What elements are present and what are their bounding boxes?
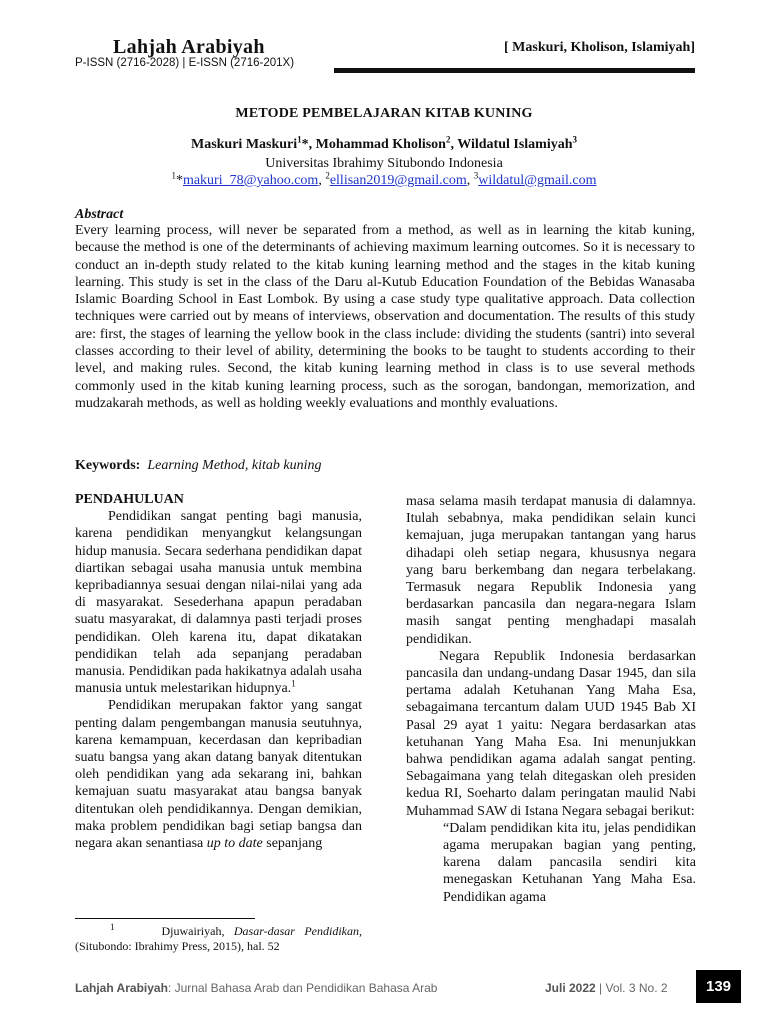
footnote-rest: (Situbondo: Ibrahimy Press, 2015), hal. 52: [75, 939, 280, 953]
author-2: Mohammad Kholison: [315, 137, 446, 152]
author-1-sup: 1: [297, 134, 302, 145]
email-2-sup: 2: [325, 170, 330, 181]
footer-journal-name: Lahjah Arabiyah: [75, 981, 168, 995]
left-column: [75, 491, 362, 852]
right-paragraph-1: masa selama masih terdapat manusia di dalamnya. Itulah sebabnya, maka pendidikan selain kunci kemajuan, juga merupakan tantangan yang harus dihadapi oleh setiap negara, khususnya negara yang baru berkembang dan negara terbelakang. Termasuk negara Republik Indonesia yang berdasarkan pancasila dan negara-negara Islam masih sangat penting menghadapi masalah pendidikan.: [406, 494, 696, 647]
section-heading: PENDAHULUAN: [75, 492, 184, 507]
left-paragraph-1: [75, 508, 362, 697]
footer-journal: [75, 981, 437, 995]
header-rule: [334, 68, 695, 73]
footer-journal-subtitle: : Jurnal Bahasa Arab dan Pendidikan Bahasa Arab: [167, 981, 438, 995]
email-3-sup: 3: [473, 170, 479, 181]
footer-issue-volume: Vol. 3 No. 2: [605, 981, 668, 995]
abstract-text: Every learning process, will never be separated from a method, as well as in learning the kitab kuning, because the method is one of the determinants of achieving maximum learning outcomes. So it is necessary to conduct an in-depth study related to the kitab kuning learning method and the stages in the kitab kuning learning. This study is set in the class of the Daru al-Kutub Education Foundation of the Bebidas Wanasaba Islamic Boarding School in East Lombok. By using a case study type qualitative approach. Data collection techniques were carried out by means of interviews, observation and documentation. The results of this study are: first, the stages of learning the yellow book in the class include: dividing the students (santri) into several classes according to their level of ability, determining the books to be taught to students according to their level, and making rules. Second, the kitab kuning learning method in class is to use several methods commonly used in the kitab kuning learning process, such as the sorogan, bandongan, memorization, and mudzakarah methods, as well as holding weekly evaluations and monthly evaluations.: [75, 223, 695, 411]
footer-issue-sep: |: [595, 981, 606, 995]
keywords: [75, 458, 322, 474]
right-column: [406, 493, 696, 906]
left-paragraph-1-text: Pendidikan sangat penting bagi manusia, karena pendidikan menyangkut kelangsungan hidup manusia. Secara sederhana pendidikan dapat diartikan sebagai usaha manusia untuk membina kepribadiannya sesuai dengan nilai-nilai yang ada di masyarakat. Sesederhana apapun peradaban suatu masyarakat, di dalamnya pasti terjadi proses pendidikan. Oleh karena itu, dapat dikatakan pendidikan telah ada sepanjang peradaban manusia. Pendidikan pada hakikatnya adalah usaha manusia untuk melestarikan hidupnya.: [75, 509, 362, 697]
affiliation: Universitas Ibrahimy Situbondo Indonesia: [265, 156, 503, 171]
author-3-sup: 3: [572, 134, 578, 145]
footnote-rule: [75, 918, 255, 919]
email-1-sup: 1: [171, 170, 176, 181]
left-paragraph-2: [75, 697, 362, 852]
email-1-prefix: *: [175, 173, 183, 188]
right-paragraph-2: Negara Republik Indonesia berdasarkan pancasila dan undang-undang Dasar 1945, dan sila pertama adalah Ketuhanan Yang Maha Esa, sebagaimana tercantum dalam UUD 1945 Bab XI Pasal 29 ayat 1 yaitu: Negara berdasarkan atas ketuhanan Yang Maha Esa. Ini menunjukkan bahwa pendidikan agama adalah sangat penting. Sebagaimana yang telah ditegaskan oleh presiden kedua RI, Soeharto dalam peringatan maulid Nabi Muhammad SAW di Istana Negara sebagai berikut:: [406, 648, 696, 819]
author-1-mark: *,: [301, 137, 316, 152]
footnote-ref[interactable]: 1: [291, 678, 296, 689]
abstract-heading: Abstract: [75, 207, 124, 222]
email-1-link[interactable]: makuri_78@yahoo.com: [182, 173, 319, 188]
author-sep: ,: [450, 137, 458, 152]
right-quote: “Dalam pendidikan kita itu, jelas pendidikan agama merupakan bagian yang penting, karena dalam pancasila sendiri kita menegaskan Ketuhanan Yang Maha Esa. Pendidikan agama: [443, 820, 696, 905]
issn-line: P-ISSN (2716-2028) | E-ISSN (2716-201X): [75, 57, 295, 69]
left-paragraph-2-italic: up to date: [206, 836, 263, 852]
email-list: $^1$*makuri_78@yahoo.com, $^2$ellisan2019@gmail.com, $^3$wildatul@gmail.com: [171, 170, 597, 188]
article-title: METODE PEMBELAJARAN KITAB KUNING: [235, 106, 533, 121]
author-1: Maskuri Maskuri: [190, 137, 298, 152]
email-3-link[interactable]: wildatul@gmail.com: [478, 173, 597, 188]
keywords-label: Keywords:: [75, 458, 141, 473]
footer-issue-date: Juli 2022: [545, 981, 596, 995]
email-2-link[interactable]: ellisan2019@gmail.com: [329, 173, 467, 188]
journal-name: Lahjah Arabiyah: [113, 36, 265, 58]
left-paragraph-2-end: sepanjang: [262, 836, 323, 852]
author-2-sup: 2: [445, 134, 451, 145]
footnote: [75, 924, 362, 954]
page-number: 139: [696, 970, 741, 1003]
running-authors: [ Maskuri, Kholison, Islamiyah]: [504, 40, 695, 55]
left-paragraph-2-text: Pendidikan merupakan faktor yang sangat penting dalam pengembangan manusia seutuhnya, karena kemampuan, kecerdasan dan kepribadian suatu bangsa yang akan datang banyak ditentukan oleh pendidikan yang ada sekarang ini, bahkan kemajuan suatu masyarakat atau bangsa banyak ditentukan oleh pendidikannya. Dengan demikian, maka problem pendidikan bagi setiap bangsa dan negara akan senantiasa: [75, 698, 362, 852]
author-3: Wildatul Islamiyah: [457, 137, 573, 152]
footnote-author: Djuwairiyah,: [161, 924, 234, 938]
footnote-index: 1: [110, 922, 115, 932]
keywords-text: Learning Method, kitab kuning: [147, 458, 322, 473]
footer-issue: [545, 981, 668, 995]
footnote-title: Dasar-dasar Pendidikan,: [233, 924, 363, 938]
author-list: [0, 134, 768, 153]
